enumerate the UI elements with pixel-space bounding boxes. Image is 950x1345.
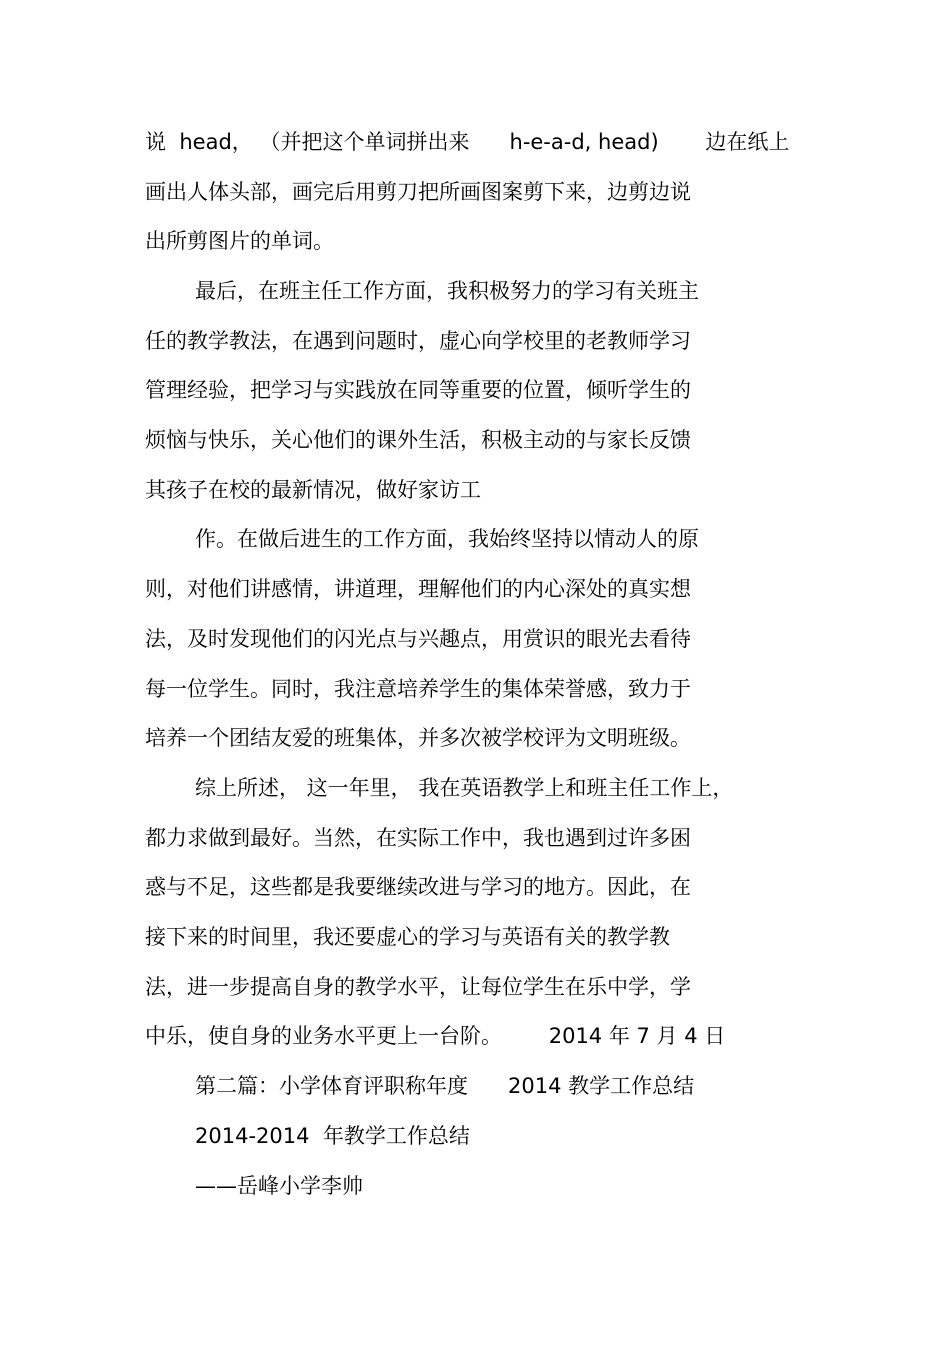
- paragraph-first-line: 作。在做后进生的工作方面，我始终坚持以情动人的原: [195, 527, 699, 551]
- body-text-line: 接下来的时间里，我还要虚心的学习与英语有关的教学教: [145, 925, 670, 949]
- body-text-line: 都力求做到最好。当然，在实际工作中，我也遇到过许多困: [145, 826, 691, 850]
- body-text-line: 法，及时发现他们的闪光点与兴趣点，用赏识的眼光去看待: [145, 627, 691, 651]
- body-text-line: 则，对他们讲感情，讲道理，理解他们的内心深处的真实想: [145, 577, 691, 601]
- body-text-line: 培养一个团结友爱的班集体，并多次被学校评为文明班级。: [145, 726, 691, 750]
- body-text-line: 任的教学教法，在遇到问题时，虚心向学校里的老教师学习: [145, 329, 691, 353]
- body-text-line: 管理经验，把学习与实践放在同等重要的位置，倾听学生的: [145, 378, 691, 402]
- body-text-line: 法，进一步提高自身的教学水平，让每位学生在乐中学，学: [145, 975, 691, 999]
- body-text-line: 每一位学生。同时，我注意培养学生的集体荣誉感，致力于: [145, 677, 691, 701]
- body-text-line: 烦恼与快乐，关心他们的课外生活，积极主动的与家长反馈: [145, 428, 691, 452]
- paragraph-first-line: 综上所述， 这一年里， 我在英语教学上和班主任工作上，: [195, 776, 734, 800]
- body-text-line: 其孩子在校的最新情况，做好家访工: [145, 478, 481, 502]
- body-text-line: 出所剪图片的单词。: [145, 229, 334, 253]
- body-text-line-with-date: 中乐，使自身的业务水平更上一台阶。 2014 年 7 月 4 日: [145, 1024, 726, 1048]
- body-text-line: 惑与不足，这些都是我要继续改进与学习的地方。因此，在: [145, 875, 691, 899]
- body-text-line: 说 head， （并把这个单词拼出来 h-e-a-d, head) 边在纸上: [145, 130, 790, 154]
- author-line: ——岳峰小学李帅: [195, 1174, 363, 1198]
- section-subtitle: 2014-2014 年教学工作总结: [195, 1124, 470, 1148]
- body-text-line: 画出人体头部，画完后用剪刀把所画图案剪下来，边剪边说: [145, 180, 691, 204]
- section-heading: 第二篇：小学体育评职称年度 2014 教学工作总结: [195, 1074, 695, 1098]
- paragraph-first-line: 最后，在班主任工作方面，我积极努力的学习有关班主: [195, 279, 699, 303]
